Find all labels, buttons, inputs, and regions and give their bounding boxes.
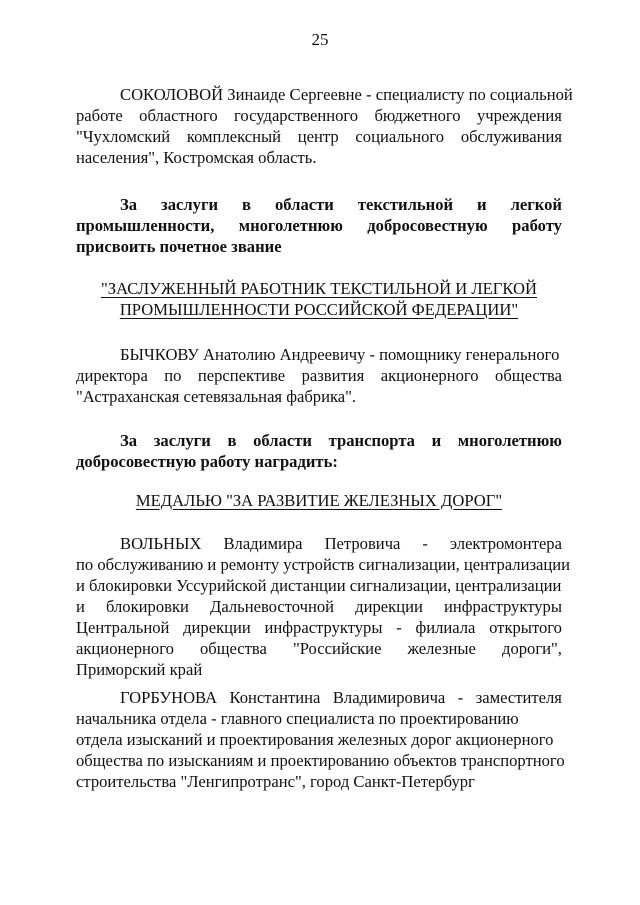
text-line: СОКОЛОВОЙ Зинаиде Сергеевне - специалисту по социальной [120,85,573,104]
text-line: акционерного общества "Российские железные дороги", [76,639,562,658]
text-line: населения", Костромская область. [76,148,317,167]
text-line: общества по изысканиям и проектированию объектов транспортного [76,751,565,770]
honorary-title [76,278,562,320]
text-line: начальника отдела - главного специалиста по проектированию [76,709,519,728]
text-line: отдела изысканий и проектирования железных дорог акционерного [76,730,554,749]
text-line: добросовестную работу наградить: [76,452,338,471]
award-entry-sokolova [76,84,573,168]
page-number: 25 [311,30,329,49]
medal-title [76,490,562,511]
award-entry-bychkov [76,344,562,407]
text-line: Центральной дирекции инфраструктуры - филиала открытого [76,618,562,637]
award-heading-transport [76,430,562,472]
title-line: ПРОМЫШЛЕННОСТИ РОССИЙСКОЙ ФЕДЕРАЦИИ" [119,300,519,319]
award-entry-volnykh [76,533,571,680]
text-line: ГОРБУНОВА Константина Владимировича - заместителя [120,688,562,707]
title-line: МЕДАЛЬЮ "ЗА РАЗВИТИЕ ЖЕЛЕЗНЫХ ДОРОГ" [135,491,503,510]
text-line: и блокировки Уссурийской дистанции сигнализации, централизации [76,576,562,595]
text-line: За заслуги в области транспорта и многолетнюю [120,431,562,450]
title-line: "ЗАСЛУЖЕННЫЙ РАБОТНИК ТЕКСТИЛЬНОЙ И ЛЕГКОЙ [100,279,537,298]
text-line: и блокировки Дальневосточной дирекции инфраструктуры [76,597,562,616]
text-line: промышленности, многолетнюю добросовестную работу [76,216,562,235]
text-line: "Чухломский комплексный центр социального обслуживания [76,127,562,146]
text-line: ВОЛЬНЫХ Владимира Петровича - электромонтера [120,534,562,553]
text-line: "Астраханская сетевязальная фабрика". [76,387,357,406]
text-line: Приморский край [76,660,203,679]
text-line: присвоить почетное звание [76,237,282,256]
text-line: За заслуги в области текстильной и легкой [120,195,562,214]
text-line: работе областного государственного бюджетного учреждения [76,106,562,125]
award-entry-gorbunov [76,687,565,792]
text-line: БЫЧКОВУ Анатолию Андреевичу - помощнику генерального [120,345,560,364]
text-line: по обслуживанию и ремонту устройств сигнализации, централизации [76,555,571,574]
text-line: директора по перспективе развития акционерного общества [76,366,562,385]
text-line: строительства "Ленгипротранс", город Санкт-Петербург [76,772,475,791]
award-heading-textile [76,194,562,257]
